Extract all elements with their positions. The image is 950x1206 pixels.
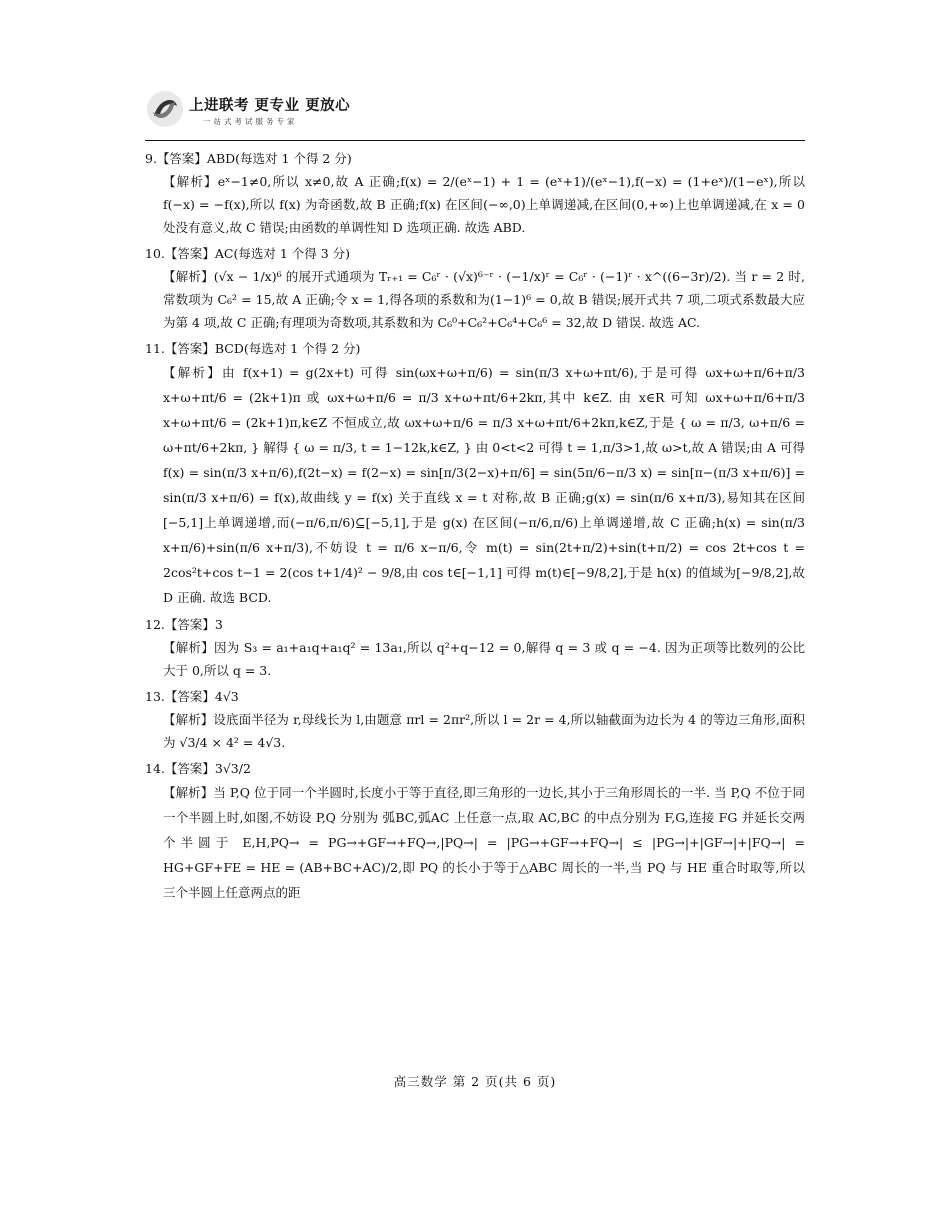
page-footer: 高三数学 第 2 页(共 6 页) (393, 1074, 557, 1089)
analysis-text: 【解析】设底面半径为 r,母线长为 l,由题意 πrl = 2πr²,所以 l = 2r = 4,所以轴截面为边长为 4 的等边三角形,面积为 √3/4 × 4² = 4√3. (163, 712, 805, 750)
question-12 (145, 614, 805, 682)
answer-line: 10.【答案】AC(每选对 1 个得 3 分) (145, 246, 351, 261)
question-13 (145, 686, 805, 754)
answer-line: 14.【答案】3√3/2 (145, 761, 251, 776)
brand-slogan: 上进联考 更专业 更放心 (189, 98, 351, 114)
analysis-text: 【解析】(√x − 1/x)⁶ 的展开式通项为 Tᵣ₊₁ = C₆ʳ · (√x)⁶⁻ʳ · (−1/x)ʳ = C₆ʳ · (−1)ʳ · x^((6−3r)/2). 当 r = 2 时,常数项为 C₆² = 15,故 A 正确;令 x = 1,得各项的系数和为(1−1)⁶ = 0,故 B 错误;展开式共 7 项,二项式系数最大应为第 4 项,故 C 正确;有理项为奇数项,其系数和为 C₆⁰+C₆²+C₆⁴+C₆⁶ = 32,故 D 错误. 故选 AC. (163, 269, 805, 330)
question-11 (145, 338, 805, 610)
question-14 (145, 758, 805, 905)
answer-content (145, 144, 805, 905)
question-10 (145, 243, 805, 334)
answer-line: 11.【答案】BCD(每选对 1 个得 2 分) (145, 341, 361, 356)
brand-tagline: 一站式考试服务专家 (203, 117, 298, 126)
question-9 (145, 148, 805, 239)
logo-icon (145, 88, 185, 130)
analysis-text: 【解析】因为 S₃ = a₁+a₁q+a₁q² = 13a₁,所以 q²+q−12 = 0,解得 q = 3 或 q = −4. 因为正项等比数列的公比大于 0,所以 q = 3. (163, 640, 805, 678)
analysis-text: 【解析】由 f(x+1) = g(2x+t) 可得 sin(ωx+ω+π/6) = sin(π/3 x+ω+πt/6),于是可得 ωx+ω+π/6+π/3 x+ω+πt/6 = (2k+1)π 或 ωx+ω+π/6 = π/3 x+ω+πt/6+2kπ,其中 k∈Z. 由 x∈R 可知 ωx+ω+π/6+π/3 x+ω+πt/6 = (2k+1)π,k∈Z 不恒成立,故 ωx+ω+π/6 = π/3 x+ω+πt/6+2kπ,k∈Z,于是 { ω = π/3, ω+π/6 = ω+πt/6+2kπ, } 解得 { ω = π/3, t = 1−12k,k∈Z, } 由 0<t<2 可得 t = 1,π/3>1,故 ω>t,故 A 错误;由 A 可得 f(x) = sin(π/3 x+π/6),f(2t−x) = f(2−x) = sin[π/3(2−x)+π/6] = sin(5π/6−π/3 x) = sin[π−(π/3 x+π/6)] = sin(π/3 x+π/6) = f(x),故曲线 y = f(x) 关于直线 x = t 对称,故 B 正确;g(x) = sin(π/6 x+π/3),易知其在区间[−5,1]上单调递增,而(−π/6,π/6)⊆[−5,1],于是 g(x) 在区间(−π/6,π/6)上单调递增,故 C 正确;h(x) = sin(π/3 x+π/6)+sin(π/6 x+π/3),不妨设 t = π/6 x−π/6,令 m(t) = sin(2t+π/2)+sin(t+π/2) = cos 2t+cos t = 2cos²t+cos t−1 = 2(cos t+1/4)² − 9/8,由 cos t∈[−1,1] 可得 m(t)∈[−9/8,2],于是 h(x) 的值域为[−9/8,2],故 D 正确. 故选 BCD. (163, 365, 805, 605)
header-rule (145, 140, 805, 141)
analysis-text: 【解析】eˣ−1≠0,所以 x≠0,故 A 正确;f(x) = 2/(eˣ−1) + 1 = (eˣ+1)/(eˣ−1),f(−x) = (1+eˣ)/(1−eˣ),所以 f(−x) = −f(x),所以 f(x) 为奇函数,故 B 正确;f(x) 在区间(−∞,0)上单调递减,在区间(0,+∞)上也单调递减,在 x = 0 处没有意义,故 C 错误;由函数的单调性知 D 选项正确. 故选 ABD. (163, 174, 805, 235)
answer-line: 9.【答案】ABD(每选对 1 个得 2 分) (145, 151, 352, 166)
answer-line: 12.【答案】3 (145, 617, 223, 632)
page-header (145, 88, 805, 140)
analysis-text: 【解析】当 P,Q 位于同一个半圆时,长度小于等于直径,即三角形的一边长,其小于三角形周长的一半. 当 P,Q 不位于同一个半圆上时,如图,不妨设 P,Q 分别为 弧BC,弧AC 上任意一点,取 AC,BC 的中点分别为 F,G,连接 FG 并延长交两个半圆于 E,H,PQ→ = PG→+GF→+FQ→,|PQ→| = |PG→+GF→+FQ→| ≤ |PG→|+|GF→|+|FQ→| = HG+GF+FE = HE = (AB+BC+AC)/2,即 PQ 的长小于等于△ABC 周长的一半,当 PQ 与 HE 重合时取等,所以三个半圆上任意两点的距 (163, 785, 805, 900)
answer-line: 13.【答案】4√3 (145, 689, 239, 704)
